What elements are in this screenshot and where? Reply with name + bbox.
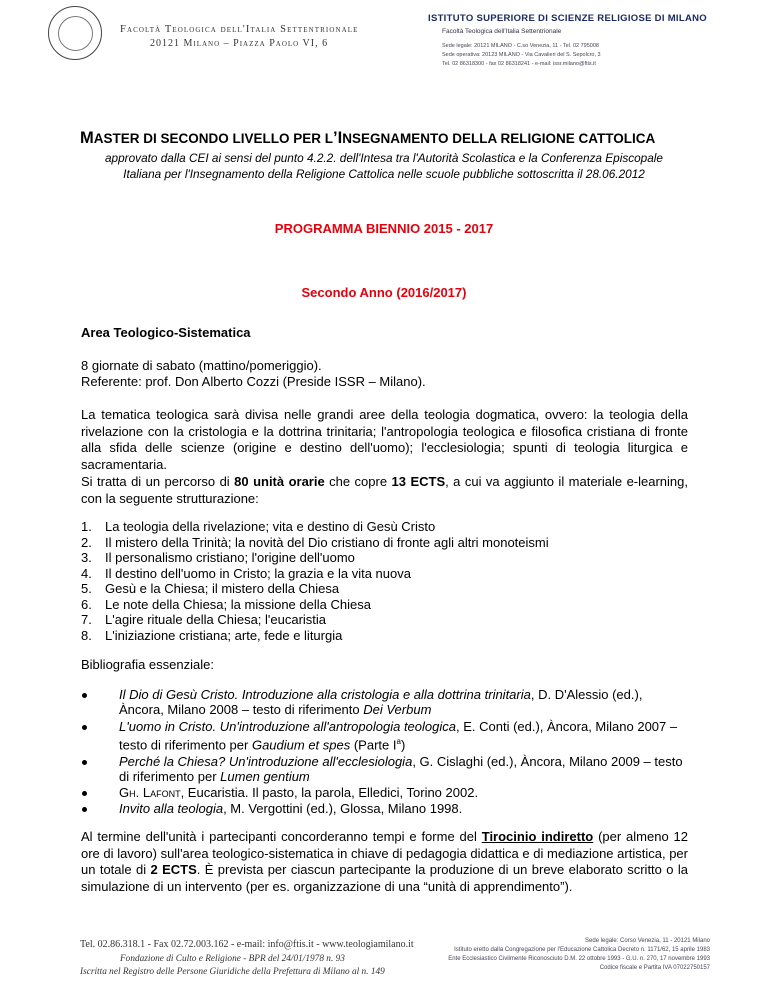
list-item: 7. L'agire rituale della Chiesa; l'eucaristia	[81, 612, 327, 627]
faculty-seal-logo	[48, 6, 102, 60]
list-item: Perché la Chiesa? Un'introduzione all'ecclesiologia, G. Cislaghi (ed.), Àncora, Milano 2009 – testo di riferimento per Lumen gentium	[81, 754, 688, 785]
issr-subtitle: Facoltà Teologica dell'Italia Settentrionale	[442, 28, 562, 35]
list-item: 3. Il personalismo cristiano; l'origine dell'uomo	[81, 550, 355, 565]
list-item: 8. L'iniziazione cristiana; arte, fede e liturgia	[81, 627, 343, 643]
subtitle-line-1: approvato dalla CEI ai sensi del punto 4.2.2. dell'Intesa tra l'Autorità Scolastica e la Conferenza Episcopale	[105, 151, 663, 165]
issr-title: ISTITUTO SUPERIORE DI SCIENZE RELIGIOSE DI MILANO	[428, 13, 707, 24]
programma-heading: PROGRAMMA BIENNIO 2015 - 2017	[274, 221, 494, 236]
list-item: 1. La teologia della rivelazione; vita e destino di Gesù Cristo	[81, 519, 436, 534]
issr-line-3: Tel. 02 86318300 - fax 02 86318241 - e-mail: issr.milano@ftis.it	[442, 61, 596, 67]
referente-text: Referente: prof. Don Alberto Cozzi (Preside ISSR – Milano).	[81, 374, 426, 389]
descrizione-paragraph: La tematica teologica sarà divisa nelle grandi aree della teologia dogmatica, ovvero: la teologia della rivelazione con la cristologia e la dottrina trinitaria; l'antropologia teologica e filosofica cristiana di fronte alla sfida delle scienze (origine e destino dell'uomo); l'ecclesiologia; spunti di teologia liturgica e sacramentaria.	[81, 407, 688, 472]
percorso-paragraph: Si tratta di un percorso di 80 unità orarie che copre 13 ECTS, a cui va aggiunto il materiale e-learning, con la seguente strutturazione:	[81, 474, 688, 506]
list-item: 2. Il mistero della Trinità; la novità del Dio cristiano di fronte agli altri monoteismi	[81, 534, 549, 550]
bibliografia-heading: Bibliografia essenziale:	[81, 657, 214, 672]
bibliografia-list	[81, 687, 688, 818]
footer-right-4: Codice fiscale e Partita IVA 07022750157	[599, 965, 710, 971]
footer-right-2: Istituto eretto dalla Congregazione per l'Educazione Cattolica Decreto n. 1171/62, 15 aprile 1983	[454, 947, 710, 953]
list-item: Invito alla teologia, M. Vergottini (ed.), Glossa, Milano 1998.	[81, 801, 688, 816]
list-item: 5. Gesù e la Chiesa; il mistero della Chiesa	[81, 581, 340, 596]
moduli-list	[81, 519, 549, 643]
footer-fondazione: Fondazione di Culto e Religione - BPR del 24/01/1978 n. 93	[120, 954, 345, 964]
footer-right-3: Ente Ecclesiastico Civilmente Riconosciuto D.M. 22 ottobre 1993 - G.U. n. 270, 17 novembre 1993	[448, 956, 710, 962]
anno-heading: Secondo Anno (2016/2017)	[301, 285, 467, 300]
list-item: Gh. Lafont, Eucaristia. Il pasto, la parola, Elledici, Torino 2002.	[81, 785, 688, 800]
issr-line-2: Sede operativa: 20123 MILANO - Via Cavalieri del S. Sepolcro, 3	[442, 52, 601, 58]
footer-contacts: Tel. 02.86.318.1 - Fax 02.72.003.162 - e-mail: info@ftis.it - www.teologiamilano.it	[80, 939, 414, 950]
list-item: Il Dio di Gesù Cristo. Introduzione alla cristologia e alla dottrina trinitaria, D. D'Alessio (ed.), Àncora, Milano 2008 – testo di riferimento Dei Verbum	[81, 687, 688, 718]
subtitle-line-2: Italiana per l'Insegnamento della Religione Cattolica nelle scuole pubbliche sottoscritta il 28.06.2012	[123, 167, 645, 181]
issr-line-1: Sede legale: 20121 MILANO - C.so Venezia, 11 - Tel. 02 795008	[442, 43, 599, 49]
footer-right-1: Sede legale: Corso Venezia, 11 - 20121 Milano	[585, 938, 710, 944]
document-title: MASTER DI SECONDO LIVELLO PER L’INSEGNAMENTO DELLA RELIGIONE CATTOLICA	[80, 129, 656, 147]
footer-registro: Iscritta nel Registro delle Persone Giuridiche della Prefettura di Milano al n. 149	[80, 967, 385, 977]
list-item: L'uomo in Cristo. Un'introduzione all'antropologia teologica, E. Conti (ed.), Àncora, Milano 2007 – testo di riferimento per Gaudium et spes (Parte $I^a$)	[81, 719, 688, 753]
list-item: 6. Le note della Chiesa; la missione della Chiesa	[81, 596, 371, 612]
faculty-name: Facoltà Teologica dell'Italia Settentrionale	[120, 24, 359, 35]
tirocinio-paragraph: Al termine dell'unità i partecipanti concorderanno tempi e forme del Tirocinio indiretto (per almeno 12 ore di lavoro) sull'area teologico-sistematica in chiave di pedagogia didattica e di mediazione artistica, per un totale di 2 ECTS. È prevista per ciascun partecipante la produzione di un breve elaborato scritto o la simulazione di un intervento (per es. organizzazione di una “unità di apprendimento”).	[81, 829, 688, 894]
list-item: 4. Il destino dell'uomo in Cristo; la grazia e la vita nuova	[81, 565, 411, 581]
giornate-text: 8 giornate di sabato (mattino/pomeriggio).	[81, 358, 322, 373]
area-heading: Area Teologico-Sistematica	[81, 325, 251, 340]
faculty-address: 20121 Milano – Piazza Paolo VI, 6	[150, 38, 329, 49]
